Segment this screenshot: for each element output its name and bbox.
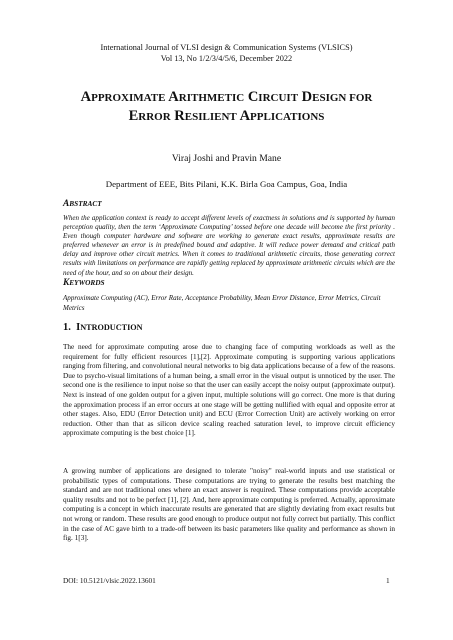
journal-name: International Journal of VLSI design & Communication Systems (VLSICS) [100,43,353,52]
page-number: 1 [386,576,390,585]
paper-title [30,88,423,126]
affiliation: Department of EEE, Bits Pilani, K.K. Birla Goa Campus, Goa, India [105,179,348,189]
section-heading-introduction: 1. INTRODUCTION [63,322,143,333]
authors: Viraj Joshi and Pravin Mane [171,153,282,164]
journal-header [0,42,453,64]
title-line-2: ERROR RESILIENT APPLICATIONS [128,108,325,124]
abstract-text: When the application context is ready to accept different levels of exactness in solutions and is supported by human perception quality, then the term ‘Approximate Computing’ tossed before one decade will become the first priority . Even though computer hardware and software are working to generate exact results, approximate results are preferred whenever an error is in predefined bound and adaptive. It will reduce power demand and critical path delay and improve other circuit metrics. When it comes to traditional arithmetic circuits, those generating correct results with limitations on performance are rapidly getting replaced by approximate arithmetic circuits which are the need of the hour, and so on about their design. [63,214,395,277]
intro-paragraph-2: A growing number of applications are designed to tolerate "noisy" real-world inputs and use statistical or probabilistic types of computations. These computations are trying to generate the results best matching the standard and are not traditional ones where an exact answer is required. These computations provide acceptable quality results and not to be perfect [1], [2]. And, here approximate computing is preferred. Actually, approximate computing is a concept in which inaccurate results are generated that are slightly deviating from exact results but not wrong or random. These results are good enough to produce output not fully correct but partially. This conflict in the case of AC gave birth to a trade-off between its basic parameters like quality and performance as shown in fig. 1[3]. [63,467,395,543]
keywords-heading: KEYWORDS [63,278,105,288]
doi: DOI: 10.5121/vlsic.2022.13601 [63,576,156,585]
journal-volume: Vol 13, No 1/2/3/4/5/6, December 2022 [160,54,293,63]
abstract-heading: ABSTRACT [63,199,102,209]
intro-paragraph-1: The need for approximate computing arose due to changing face of computing workloads as well as the requirement for fully efficient resources [1],[2]. Approximate computing is supporting various applications ranging from filtering, and convolutional neural networks to big data applications because of a few of the reasons. Due to psycho-visual limitations of a human being, a small error in the visual output is unnoticed by the user. The second one is the resilience to input noise so that the user can easily accept the noisy output (approximate output). Next is instead of one golden output for a given input, multiple solutions will go correct. One more is that during the approximation process if an error occurs at one stage will be getting nullified with equal and opposite error at other stages. Also, EDU (Error Detection unit) and ECU (Error Correction Unit) are actively working on error reduction. Other than that as silicon device scaling reached saturation level, to improve circuit efficiency approximate computing is the best choice [1]. [63,343,395,438]
keywords-text: Approximate Computing (AC), Error Rate, Acceptance Probability, Mean Error Distance, Error Metrics, Circuit Metrics [63,294,381,312]
title-line-1: APPROXIMATE ARITHMETIC CIRCUIT DESIGN FOR [80,89,373,105]
